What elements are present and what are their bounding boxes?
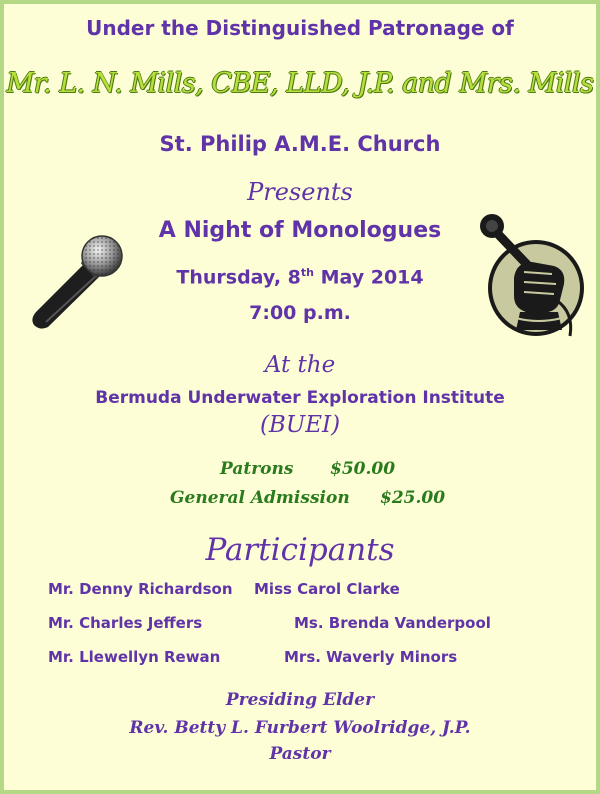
microphone-icon: [28, 232, 128, 332]
church-name: St. Philip A.M.E. Church: [159, 132, 441, 156]
price-general-label: General Admission: [170, 488, 350, 508]
venue-acronym: (BUEI): [259, 412, 341, 438]
hand-holding-microphone-icon: [474, 208, 586, 340]
price-patrons-label: Patrons: [220, 459, 294, 479]
patrons-names: Mr. L. N. Mills, CBE, LLD, J.P. and Mrs. Mills: [6, 68, 594, 99]
at-the-text: At the: [264, 352, 336, 378]
date-ordinal: th: [300, 266, 314, 279]
date-month-year: May 2014: [313, 266, 424, 289]
participant-name: Miss Carol Clarke: [254, 580, 400, 598]
participant-name: Mr. Charles Jeffers: [48, 614, 203, 632]
event-time: 7:00 p.m.: [249, 302, 351, 324]
pastor-title: Pastor: [269, 744, 331, 764]
event-title: A Night of Monologues: [158, 218, 442, 243]
presiding-elder-title: Presiding Elder: [225, 690, 375, 710]
participant-name: Mr. Llewellyn Rewan: [48, 648, 221, 666]
pastor-name: Rev. Betty L. Furbert Woolridge, J.P.: [129, 718, 471, 738]
price-general-amount: $25.00: [380, 488, 446, 508]
participant-name: Ms. Brenda Vanderpool: [294, 614, 491, 632]
date-day: Thursday, 8: [176, 266, 301, 289]
venue-name: Bermuda Underwater Exploration Institute: [95, 388, 505, 408]
price-patrons-amount: $50.00: [330, 459, 396, 479]
presents-text: Presents: [247, 178, 353, 206]
participants-heading: Participants: [205, 532, 395, 568]
participant-name: Mr. Denny Richardson: [48, 580, 233, 598]
patronage-line: Under the Distinguished Patronage of: [86, 16, 514, 40]
participant-name: Mrs. Waverly Minors: [284, 648, 458, 666]
